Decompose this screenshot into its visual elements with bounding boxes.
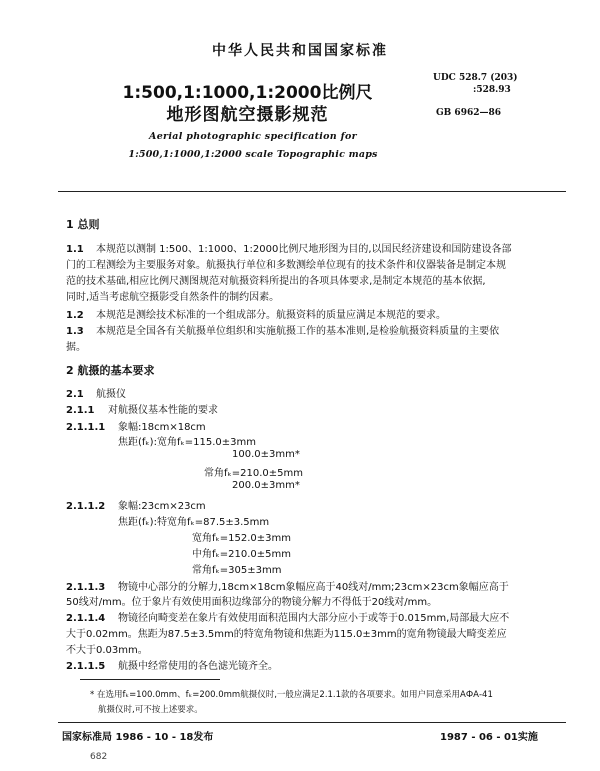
- spec-line: 中角fₖ=210.0±5mm: [192, 549, 292, 560]
- clause-number: 1.2: [66, 310, 84, 321]
- footer-divider: [58, 722, 566, 723]
- paragraph-line: [66, 385, 126, 400]
- clause-number: 2.1.1.4: [66, 613, 106, 624]
- udc-code-cont: :528.93: [473, 85, 511, 95]
- udc-code: UDC 528.7 (203): [433, 73, 518, 83]
- clause-number: 2.1.1.1: [66, 422, 106, 433]
- spec-line: 宽角fₖ=152.0±3mm: [192, 533, 292, 544]
- standard-category-title: 中华人民共和国国家标准: [212, 43, 388, 59]
- spec-line: 焦距(fₖ):宽角fₖ=115.0±3mm: [118, 437, 256, 448]
- footnote-line: * 在选用fₖ=100.0mm、fₖ=200.0mm航摄仪时,一般应满足2.1.1款的各项要求。如用户同意采用АФА-41: [90, 690, 493, 700]
- clause-text: 物镜中心部分的分解力,18cm×18cm象幅应高于40线对/mm;23cm×23cm象幅应高于: [118, 582, 509, 593]
- clause-text: 航摄仪: [96, 389, 126, 400]
- spec-line: 200.0±3mm*: [232, 480, 300, 491]
- clause-number: 1.3: [66, 326, 84, 337]
- english-title-line1: Aerial photographic specification for: [149, 131, 357, 142]
- clause-text: 对航摄仪基本性能的要求: [108, 405, 218, 416]
- doc-title-line1: 1:500,1:1000,1:2000比例尺: [122, 83, 373, 103]
- paragraph-line: [66, 609, 509, 624]
- doc-title-line2: 地形图航空摄影规范: [166, 105, 329, 125]
- paragraph-line: [66, 578, 509, 593]
- paragraph-line: [66, 322, 499, 337]
- clause-text: 象幅:18cm×18cm: [118, 422, 206, 433]
- clause-number: 2.1.1.2: [66, 501, 106, 512]
- spec-line: 常角fₖ=305±3mm: [192, 565, 282, 576]
- spec-line: 100.0±3mm*: [232, 449, 300, 460]
- clause-number: 2.1.1.5: [66, 661, 106, 672]
- clause-number: 1.1: [66, 244, 84, 255]
- clause-text: 象幅:23cm×23cm: [118, 501, 206, 512]
- paragraph-line: 不大于0.03mm。: [66, 645, 148, 656]
- paragraph-line: [66, 240, 512, 255]
- spec-line: 常角fₖ=210.0±5mm: [204, 468, 304, 479]
- paragraph-line: 50线对/mm。位于象片有效使用面积边缘部分的物镜分解力不得低于20线对/mm。: [66, 597, 438, 608]
- clause-text: 本规范是全国各有关航摄单位组织和实施航摄工作的基本准则,是检验航摄资料质量的主要依: [96, 326, 500, 337]
- clause-number: 2.1.1: [66, 405, 95, 416]
- gb-code: GB 6962—86: [436, 108, 501, 118]
- paragraph-line: 门的工程测绘为主要服务对象。航摄执行单位和多数测绘单位现有的技术条件和仪器装备是制定本规: [66, 260, 506, 271]
- english-title-line2: 1:500,1:1000,1:2000 scale Topographic maps: [128, 149, 378, 160]
- paragraph-line: 范的技术基础,相应比例尺测图规范对航摄资料所提出的各项具体要求,是制定本规范的基本依据,: [66, 276, 486, 287]
- issue-date: 国家标准局 1986 - 10 - 18发布: [62, 732, 214, 743]
- paragraph-line: 大于0.02mm。焦距为87.5±3.5mm的特宽角物镜和焦距为115.0±3mm的宽角物镜最大畸变差应: [66, 629, 507, 640]
- effective-date: 1987 - 06 - 01实施: [440, 732, 538, 743]
- paragraph-line: [66, 497, 206, 512]
- clause-text: 本规范以测制 1:500、1:1000、1:2000比例尺地形图为目的,以国民经济建设和国防建设各部: [96, 244, 512, 255]
- paragraph-line: [66, 306, 446, 321]
- paragraph-line: [66, 418, 206, 433]
- clause-number: 2.1.1.3: [66, 582, 106, 593]
- footnote-line: 航摄仪时,可不按上述要求。: [98, 705, 203, 715]
- paragraph-line: 同时,适当考虑航空摄影受自然条件的制约因素。: [66, 292, 280, 303]
- paragraph-line: 据。: [66, 342, 86, 353]
- footnote-divider: [80, 679, 220, 680]
- header-divider: [58, 191, 566, 192]
- spec-line: 焦距(fₖ):特宽角fₖ=87.5±3.5mm: [118, 517, 270, 528]
- clause-number: 2.1: [66, 389, 84, 400]
- section-heading: 2 航摄的基本要求: [66, 364, 155, 377]
- paragraph-line: [66, 401, 218, 416]
- clause-text: 本规范是测绘技术标准的一个组成部分。航摄资料的质量应满足本规范的要求。: [96, 310, 446, 321]
- section-heading: 1 总则: [66, 218, 100, 231]
- clause-text: 航摄中经常使用的各色滤光镜齐全。: [118, 661, 278, 672]
- paragraph-line: [66, 657, 278, 672]
- page-number: 682: [90, 752, 108, 762]
- clause-text: 物镜径向畸变差在象片有效使用面积范围内大部分应小于或等于0.015mm,局部最大应不: [118, 613, 510, 624]
